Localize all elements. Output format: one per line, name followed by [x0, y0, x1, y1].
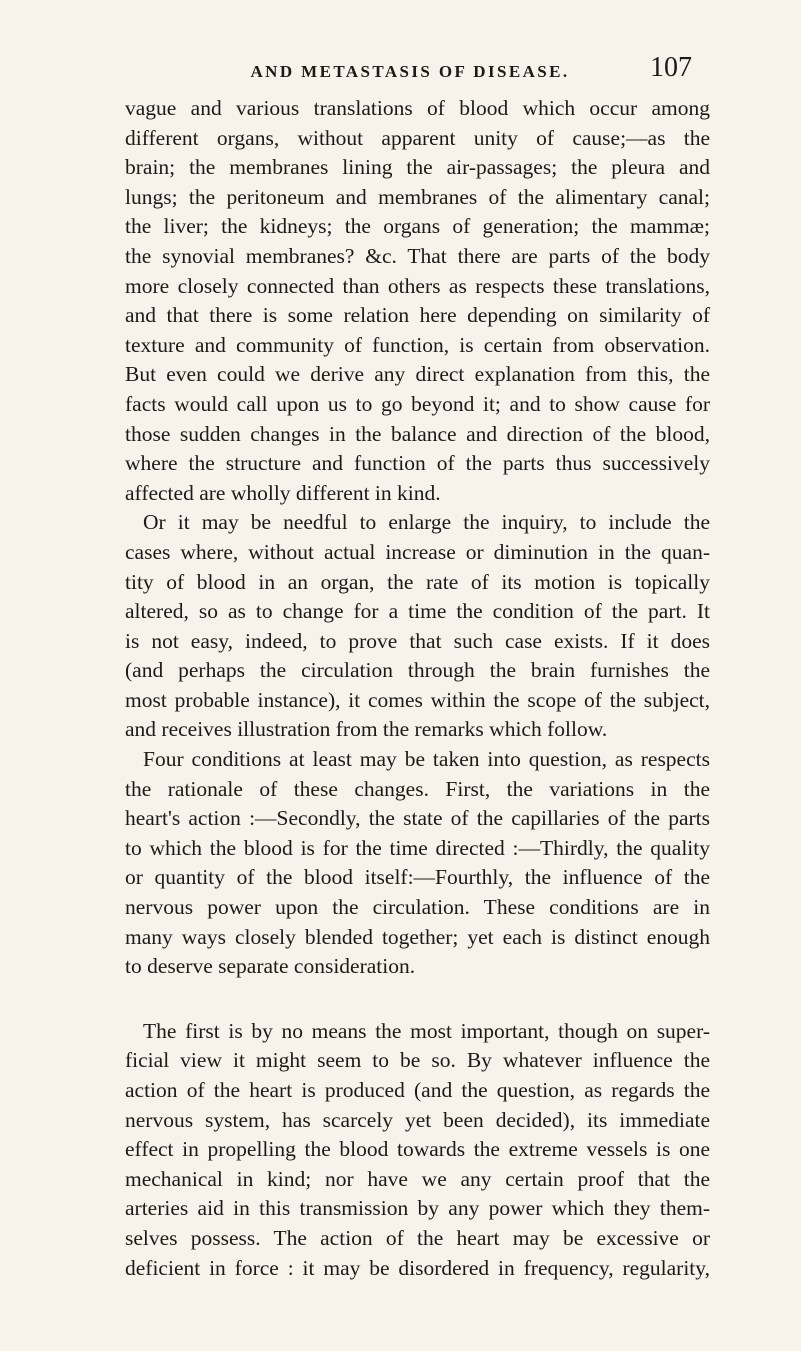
text-line: altered, so as to change for a time the condition of the part. It [125, 599, 710, 624]
text-line: tity of blood in an organ, the rate of its motion is topically [125, 569, 710, 594]
text-line: Or it may be needful to enlarge the inquiry, to include the [143, 510, 710, 535]
paragraph-2 [125, 508, 710, 745]
text-line: affected are wholly different in kind. [125, 480, 441, 505]
text-line: the rationale of these changes. First, the variations in the [125, 776, 710, 801]
text-line: the synovial membranes? &c. That there are parts of the body [125, 243, 710, 268]
text-line: vague and various translations of blood which occur among [125, 96, 710, 120]
text-line: different organs, without apparent unity of cause;—as the [125, 125, 710, 150]
text-line: arteries aid in this transmission by any power which they them- [125, 1196, 710, 1221]
text-line: (and perhaps the circulation through the brain furnishes the [125, 658, 710, 683]
running-head: AND METASTASIS OF DISEASE. [250, 62, 570, 81]
text-line: where the structure and function of the parts thus successively [125, 451, 710, 476]
text-line: more closely connected than others as respects these translations, [125, 273, 710, 298]
text-line: Four conditions at least may be taken into question, as respects [143, 747, 710, 772]
paragraph-3 [125, 745, 710, 982]
text-line: cases where, without actual increase or diminution in the quan- [125, 539, 710, 564]
text-line: to deserve separate consideration. [125, 954, 416, 979]
text-line: ficial view it might seem to be so. By whatever influence the [125, 1048, 710, 1073]
text-line: brain; the membranes lining the air-passages; the pleura and [125, 155, 710, 180]
page-number: 107 [650, 52, 692, 83]
text-line: is not easy, indeed, to prove that such case exists. If it does [125, 628, 710, 653]
text-line: lungs; the peritoneum and membranes of the alimentary canal; [125, 184, 710, 209]
text-line: selves possess. The action of the heart may be excessive or [125, 1225, 710, 1250]
text-line: the liver; the kidneys; the organs of generation; the mammæ; [125, 214, 710, 239]
body-text [125, 94, 710, 1283]
text-line: action of the heart is produced (and the question, as regards the [125, 1078, 710, 1102]
text-line: or quantity of the blood itself:—Fourthly, the influence of the [125, 865, 710, 890]
text-line: effect in propelling the blood towards the extreme vessels is one [125, 1137, 710, 1162]
text-line: facts would call upon us to go beyond it; and to show cause for [125, 391, 710, 416]
text-line: texture and community of function, is certain from observation. [125, 332, 710, 357]
text-line: The first is by no means the most important, though on super- [143, 1018, 710, 1043]
text-line: and receives illustration from the remarks which follow. [125, 717, 608, 742]
text-line: most probable instance), it comes within the scope of the subject, [125, 687, 710, 712]
text-line: nervous power upon the circulation. These conditions are in [125, 895, 710, 920]
paragraph-1 [125, 94, 710, 508]
text-line: But even could we derive any direct explanation from this, the [125, 362, 710, 387]
text-line: mechanical in kind; nor have we any certain proof that the [125, 1166, 710, 1191]
text-line: nervous system, has scarcely yet been decided), its immediate [125, 1107, 710, 1132]
text-line: heart's action :—Secondly, the state of the capillaries of the parts [125, 806, 710, 831]
text-line: to which the blood is for the time directed :—Thirdly, the quality [125, 835, 710, 860]
text-line: many ways closely blended together; yet each is distinct enough [125, 924, 710, 949]
text-line: and that there is some relation here depending on similarity of [125, 303, 710, 328]
text-line: those sudden changes in the balance and direction of the blood, [125, 421, 710, 446]
section-gap [125, 982, 710, 1017]
paragraph-4 [125, 1017, 710, 1283]
text-line: deficient in force : it may be disordered in frequency, regularity, [125, 1255, 710, 1280]
